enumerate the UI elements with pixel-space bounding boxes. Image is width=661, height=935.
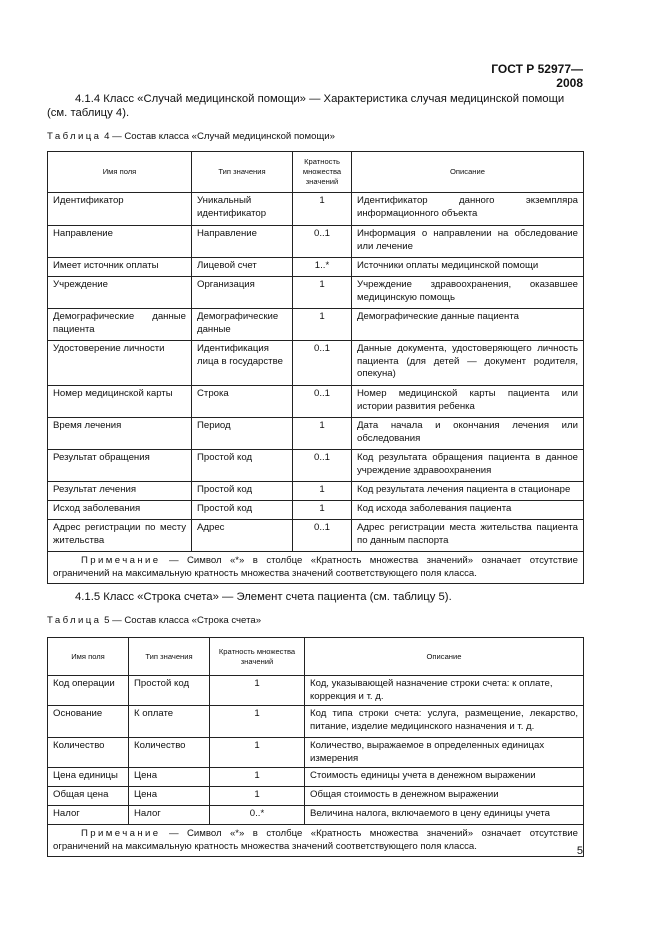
table-cell: Направление (48, 226, 192, 258)
table-cell: 1 (293, 193, 352, 226)
table-row (48, 418, 584, 450)
table-cell: 0..1 (293, 226, 352, 258)
section-4-1-4-text: 4.1.4 Класс «Случай медицинской помощи» — Характеристика случая медицинской помощи (см. таблицу 4). (47, 93, 565, 119)
table-cell: Источники оплаты медицинской помощи (352, 258, 584, 277)
table-cell: Направление (192, 226, 293, 258)
table-cell: 0..1 (293, 520, 352, 552)
table-cell: Дата начала и окончания лечения или обследования (352, 418, 584, 450)
table-cell: Простой код (192, 450, 293, 482)
page-number: 5 (576, 845, 583, 857)
note-label: Примечание (81, 555, 161, 566)
table-cell: Учреждение здравоохранения, оказавшее медицинскую помощь (352, 277, 584, 309)
table5-caption (47, 615, 261, 626)
note-text: — Символ «*» в столбце «Кратность множества значений» означает отсутствие ограничений на максимальную кратность множества значений соответствующего поля класса. (53, 828, 578, 852)
table-row (48, 676, 584, 706)
note-text: — Символ «*» в столбце «Кратность множества значений» означает отсутствие ограничений на максимальную кратность множества значений соответствующего поля класса. (53, 555, 578, 579)
table-cell: Цена (129, 768, 210, 787)
table-cell: 0..* (210, 806, 305, 825)
table4-caption-prefix: Таблица (47, 131, 102, 142)
table-cell: Налог (48, 806, 129, 825)
table-row (48, 520, 584, 552)
table-cell: Информация о направлении на обследование или лечение (352, 226, 584, 258)
table-cell: 1 (293, 482, 352, 501)
table-row (48, 258, 584, 277)
table-cell: Учреждение (48, 277, 192, 309)
table-cell: Демографические данные пациента (48, 309, 192, 341)
table-cell: Код результата обращения пациента в данное учреждение здравоохранения (352, 450, 584, 482)
table5 (47, 637, 584, 857)
table-cell: Период (192, 418, 293, 450)
table-cell: Адрес регистрации по месту жительства (48, 520, 192, 552)
table-cell: Данные документа, удостоверяющего личность пациента (для детей — документ родителя, опекуна) (352, 341, 584, 386)
table-cell: Основание (48, 706, 129, 738)
table5-header-row (48, 638, 584, 676)
table-cell: Цена (129, 787, 210, 806)
table-cell: Результат обращения (48, 450, 192, 482)
table-cell: Стоимость единицы учета в денежном выражении (305, 768, 584, 787)
table-row (48, 501, 584, 520)
table-cell: Результат лечения (48, 482, 192, 501)
table-cell: 1 (210, 768, 305, 787)
table-cell: Количество (129, 738, 210, 768)
table-cell: Простой код (192, 501, 293, 520)
table-row (48, 193, 584, 226)
table-row (48, 768, 584, 787)
table-cell: Код исхода заболевания пациента (352, 501, 584, 520)
table5-header-cell: Тип значения (129, 638, 210, 676)
table-cell: 1 (293, 501, 352, 520)
table4-header-row (48, 152, 584, 193)
table-cell: Простой код (192, 482, 293, 501)
section-4-1-5-text: 4.1.5 Класс «Строка счета» — Элемент счета пациента (см. таблицу 5). (75, 591, 452, 603)
table5-note-row (48, 825, 584, 857)
table-cell: Номер медицинской карты пациента или истории развития ребенка (352, 386, 584, 418)
table-cell: Код результата лечения пациента в стационаре (352, 482, 584, 501)
table-row (48, 277, 584, 309)
table-cell: Адрес (192, 520, 293, 552)
table-cell: Удостоверение личности (48, 341, 192, 386)
table-row (48, 482, 584, 501)
table4-caption-title: 4 — Состав класса «Случай медицинской помощи» (104, 131, 335, 142)
table-cell: Демографические данные пациента (352, 309, 584, 341)
table5-note (48, 825, 584, 857)
table-cell: Исход заболевания (48, 501, 192, 520)
table5-header-cell: Описание (305, 638, 584, 676)
table-cell: Организация (192, 277, 293, 309)
table-cell: Налог (129, 806, 210, 825)
table4-header-cell: Описание (352, 152, 584, 193)
table-cell: К оплате (129, 706, 210, 738)
note-label: Примечание (81, 828, 161, 839)
table-cell: Идентификатор данного экземпляра информационного объекта (352, 193, 584, 226)
table4-note (48, 552, 584, 584)
table-cell: Цена единицы (48, 768, 129, 787)
table-row (48, 341, 584, 386)
table-cell: 1 (210, 787, 305, 806)
table5-header-cell: Кратность множества значений (210, 638, 305, 676)
table-cell: Идентификация лица в государстве (192, 341, 293, 386)
table4-header-cell: Кратность множества значений (293, 152, 352, 193)
table-cell: Код операции (48, 676, 129, 706)
table-cell: Величина налога, включаемого в цену единицы учета (305, 806, 584, 825)
table-cell: 1 (210, 706, 305, 738)
table-cell: Уникальный идентификатор (192, 193, 293, 226)
table-cell: 0..1 (293, 450, 352, 482)
table4-header-cell: Тип значения (192, 152, 293, 193)
table-cell: 1 (293, 277, 352, 309)
table-cell: Номер медицинской карты (48, 386, 192, 418)
table-cell: Имеет источник оплаты (48, 258, 192, 277)
table-cell: 1 (210, 738, 305, 768)
table-cell: Время лечения (48, 418, 192, 450)
table-cell: 1 (293, 309, 352, 341)
table-row (48, 450, 584, 482)
table4 (47, 151, 584, 584)
table4-note-row (48, 552, 584, 584)
table5-header-cell: Имя поля (48, 638, 129, 676)
table-row (48, 706, 584, 738)
table-row (48, 787, 584, 806)
table4-caption (47, 131, 335, 142)
table-cell: 0..1 (293, 341, 352, 386)
table-row (48, 386, 584, 418)
table-row (48, 226, 584, 258)
table4-header-cell: Имя поля (48, 152, 192, 193)
table-cell: 1..* (293, 258, 352, 277)
table-cell: Количество, выражаемое в определенных единицах измерения (305, 738, 584, 768)
table-cell: Код типа строки счета: услуга, размещение, лекарство, питание, изделие медицинского назначения и т. д. (305, 706, 584, 738)
standard-designation: ГОСТ Р 52977—2008 (491, 62, 583, 90)
table-cell: Идентификатор (48, 193, 192, 226)
table-cell: Общая стоимость в денежном выражении (305, 787, 584, 806)
table-cell: Адрес регистрации места жительства пациента по данным паспорта (352, 520, 584, 552)
table-cell: Строка (192, 386, 293, 418)
table-cell: Код, указывающей назначение строки счета: к оплате, коррекция и т. д. (305, 676, 584, 706)
table-cell: 1 (210, 676, 305, 706)
table-cell: Простой код (129, 676, 210, 706)
table-cell: 1 (293, 418, 352, 450)
table-cell: 0..1 (293, 386, 352, 418)
table-row (48, 309, 584, 341)
table5-caption-title: 5 — Состав класса «Строка счета» (104, 615, 262, 626)
table5-caption-prefix: Таблица (47, 615, 102, 626)
table-cell: Количество (48, 738, 129, 768)
table-cell: Общая цена (48, 787, 129, 806)
table-row (48, 806, 584, 825)
table-cell: Демографические данные (192, 309, 293, 341)
table-row (48, 738, 584, 768)
table-cell: Лицевой счет (192, 258, 293, 277)
